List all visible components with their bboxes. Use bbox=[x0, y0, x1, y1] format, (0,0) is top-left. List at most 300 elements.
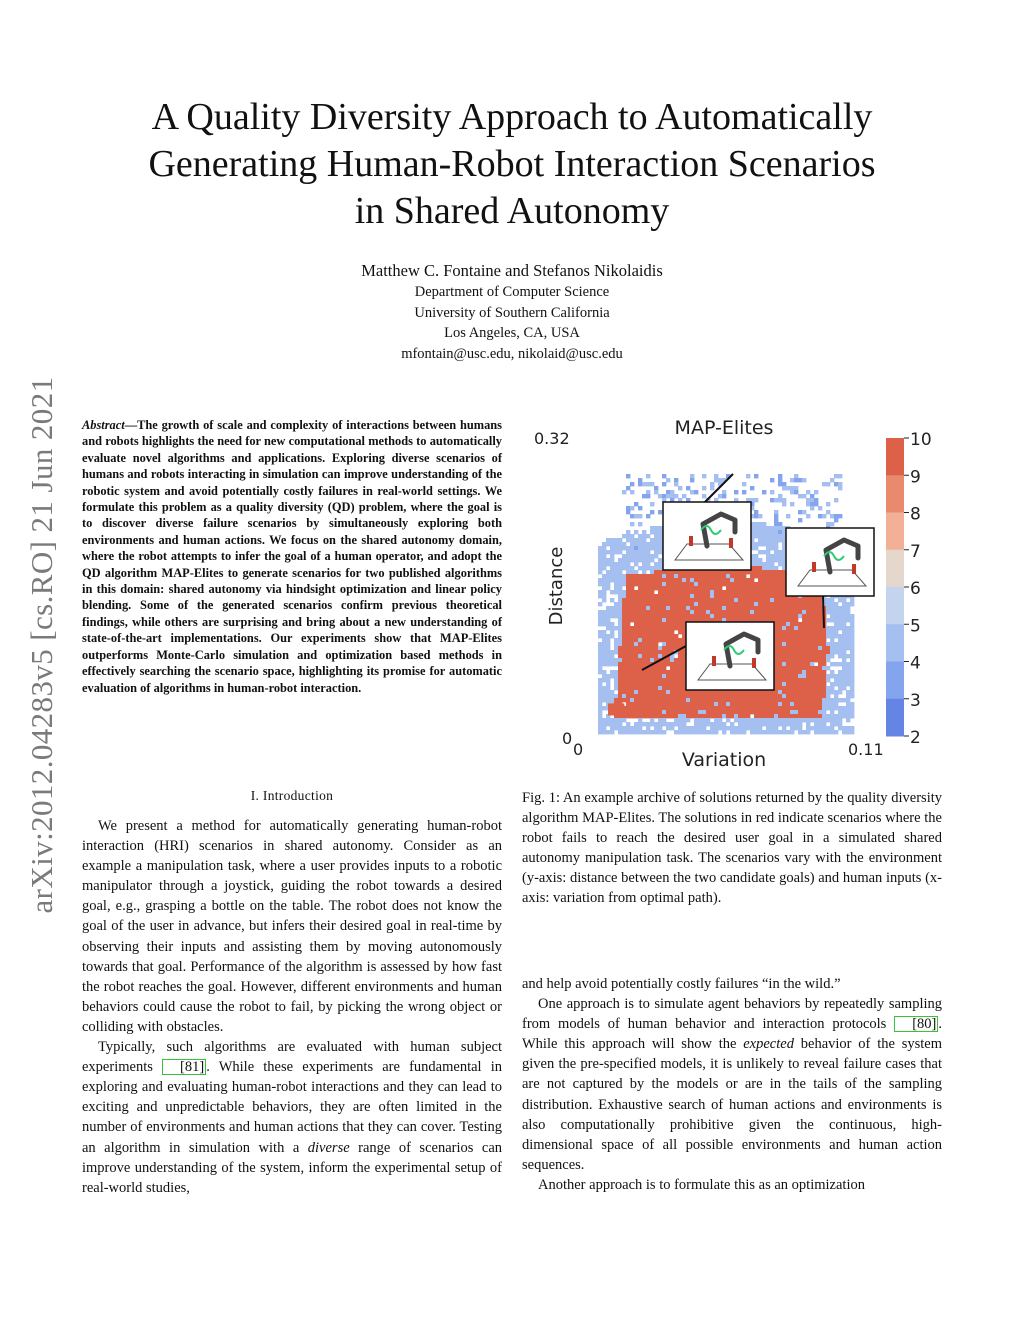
heatmap-cell bbox=[650, 670, 654, 674]
heatmap-cell bbox=[610, 558, 614, 562]
heatmap-cell bbox=[774, 722, 778, 726]
heatmap-cell bbox=[754, 534, 758, 538]
heatmap-cell bbox=[794, 658, 798, 662]
heatmap-cell bbox=[762, 570, 766, 574]
heatmap-cell bbox=[830, 690, 834, 694]
heatmap-cell bbox=[770, 530, 774, 534]
heatmap-cell bbox=[666, 610, 670, 614]
heatmap-cell bbox=[634, 662, 638, 666]
heatmap-cell bbox=[610, 698, 614, 702]
heatmap-cell bbox=[702, 606, 706, 610]
heatmap-cell bbox=[710, 486, 714, 490]
heatmap-cell bbox=[850, 674, 854, 678]
heatmap-cell bbox=[782, 666, 786, 670]
heatmap-cell bbox=[650, 558, 654, 562]
heatmap-cell bbox=[834, 730, 838, 734]
heatmap-cell bbox=[838, 614, 842, 618]
heatmap-cell bbox=[654, 550, 658, 554]
heatmap-cell bbox=[726, 702, 730, 706]
heatmap-cell bbox=[818, 614, 822, 618]
heatmap-cell bbox=[842, 634, 846, 638]
heatmap-cell bbox=[778, 622, 782, 626]
heatmap-cell bbox=[802, 598, 806, 602]
heatmap-cell bbox=[646, 714, 650, 718]
heatmap-cell bbox=[614, 682, 618, 686]
heatmap-cell bbox=[806, 498, 810, 502]
heatmap-cell bbox=[674, 602, 678, 606]
heatmap-cell bbox=[646, 482, 650, 486]
heatmap-cell bbox=[654, 710, 658, 714]
heatmap-cell bbox=[618, 594, 622, 598]
heatmap-cell bbox=[738, 702, 742, 706]
heatmap-cell bbox=[766, 602, 770, 606]
heatmap-cell bbox=[618, 698, 622, 702]
heatmap-cell bbox=[794, 690, 798, 694]
heatmap-cell bbox=[634, 726, 638, 730]
heatmap-cell bbox=[750, 706, 754, 710]
heatmap-cell bbox=[778, 562, 782, 566]
heatmap-cell bbox=[626, 666, 630, 670]
heatmap-cell bbox=[794, 694, 798, 698]
heatmap-cell bbox=[670, 646, 674, 650]
heatmap-cell bbox=[702, 578, 706, 582]
heatmap-cell bbox=[690, 730, 694, 734]
heatmap-cell bbox=[658, 574, 662, 578]
heatmap-cell bbox=[650, 586, 654, 590]
heatmap-cell bbox=[646, 722, 650, 726]
heatmap-cell bbox=[818, 650, 822, 654]
heatmap-cell bbox=[606, 562, 610, 566]
heatmap-cell bbox=[826, 502, 830, 506]
heatmap-cell bbox=[846, 606, 850, 610]
heatmap-cell bbox=[630, 482, 634, 486]
heatmap-cell bbox=[650, 510, 654, 514]
heatmap-cell bbox=[678, 602, 682, 606]
heatmap-cell bbox=[614, 718, 618, 722]
heatmap-cell bbox=[714, 714, 718, 718]
heatmap-cell bbox=[702, 590, 706, 594]
heatmap-cell bbox=[810, 666, 814, 670]
heatmap-cell bbox=[830, 686, 834, 690]
heatmap-cell bbox=[666, 606, 670, 610]
heatmap-cell bbox=[602, 550, 606, 554]
heatmap-cell bbox=[598, 710, 602, 714]
heatmap-cell bbox=[834, 606, 838, 610]
colorbar-segment bbox=[886, 513, 904, 551]
heatmap-cell bbox=[670, 702, 674, 706]
heatmap-cell bbox=[690, 602, 694, 606]
heatmap-cell bbox=[778, 598, 782, 602]
heatmap-cell bbox=[666, 714, 670, 718]
heatmap-cell bbox=[750, 582, 754, 586]
heatmap-cell bbox=[742, 714, 746, 718]
heatmap-cell bbox=[762, 698, 766, 702]
heatmap-cell bbox=[834, 518, 838, 522]
heatmap-cell bbox=[662, 694, 666, 698]
heatmap-cell bbox=[646, 606, 650, 610]
heatmap-cell bbox=[794, 678, 798, 682]
heatmap-cell bbox=[758, 698, 762, 702]
heatmap-cell bbox=[622, 558, 626, 562]
heatmap-cell bbox=[738, 594, 742, 598]
heatmap-cell bbox=[646, 710, 650, 714]
heatmap-cell bbox=[842, 646, 846, 650]
heatmap-cell bbox=[798, 722, 802, 726]
heatmap-cell bbox=[814, 658, 818, 662]
heatmap-cell bbox=[634, 666, 638, 670]
heatmap-cell bbox=[762, 586, 766, 590]
heatmap-cell bbox=[774, 574, 778, 578]
heatmap-cell bbox=[614, 606, 618, 610]
heatmap-cell bbox=[790, 490, 794, 494]
heatmap-cell bbox=[634, 598, 638, 602]
heatmap-cell bbox=[850, 638, 854, 642]
heatmap-cell bbox=[662, 622, 666, 626]
heatmap-cell bbox=[774, 598, 778, 602]
heatmap-cell bbox=[770, 730, 774, 734]
heatmap-cell bbox=[634, 602, 638, 606]
heatmap-cell bbox=[738, 722, 742, 726]
heatmap-cell bbox=[794, 726, 798, 730]
heatmap-cell bbox=[682, 602, 686, 606]
heatmap-cell bbox=[626, 598, 630, 602]
heatmap-cell bbox=[834, 694, 838, 698]
heatmap-cell bbox=[758, 562, 762, 566]
heatmap-cell bbox=[826, 726, 830, 730]
heatmap-cell bbox=[606, 586, 610, 590]
heatmap-cell bbox=[630, 594, 634, 598]
heatmap-cell bbox=[822, 690, 826, 694]
heatmap-cell bbox=[818, 598, 822, 602]
heatmap-cell bbox=[670, 686, 674, 690]
heatmap-cell bbox=[650, 570, 654, 574]
heatmap-cell bbox=[614, 602, 618, 606]
heatmap-cell bbox=[786, 670, 790, 674]
heatmap-cell bbox=[718, 586, 722, 590]
heatmap-cell bbox=[630, 490, 634, 494]
heatmap-cell bbox=[650, 722, 654, 726]
heatmap-cell bbox=[790, 682, 794, 686]
heatmap-cell bbox=[786, 618, 790, 622]
heatmap-cell bbox=[662, 666, 666, 670]
heatmap-cell bbox=[846, 666, 850, 670]
heatmap-cell bbox=[746, 606, 750, 610]
heatmap-cell bbox=[758, 726, 762, 730]
heatmap-cell bbox=[634, 638, 638, 642]
heatmap-cell bbox=[806, 722, 810, 726]
citation-80[interactable]: [80] bbox=[894, 1016, 938, 1032]
heatmap-cell bbox=[782, 690, 786, 694]
heatmap-cell bbox=[782, 718, 786, 722]
title-line-2: Generating Human-Robot Interaction Scenarios bbox=[148, 143, 876, 185]
heatmap-cell bbox=[838, 698, 842, 702]
heatmap-cell bbox=[802, 606, 806, 610]
heatmap-cell bbox=[786, 730, 790, 734]
author-block bbox=[250, 260, 774, 364]
heatmap-cell bbox=[738, 578, 742, 582]
heatmap-cell bbox=[626, 690, 630, 694]
heatmap-cell bbox=[650, 598, 654, 602]
heatmap-cell bbox=[638, 546, 642, 550]
heatmap-cell bbox=[778, 654, 782, 658]
heatmap-cell bbox=[642, 626, 646, 630]
heatmap-cell bbox=[786, 706, 790, 710]
heatmap-cell bbox=[622, 690, 626, 694]
heatmap-cell bbox=[778, 530, 782, 534]
heatmap-cell bbox=[642, 662, 646, 666]
colorbar-tick-label: 7 bbox=[910, 541, 921, 562]
heatmap-cell bbox=[690, 474, 694, 478]
heatmap-cell bbox=[642, 690, 646, 694]
heatmap-cell bbox=[622, 606, 626, 610]
heatmap-cell bbox=[626, 710, 630, 714]
heatmap-cell bbox=[654, 574, 658, 578]
heatmap-cell bbox=[810, 502, 814, 506]
heatmap-cell bbox=[606, 662, 610, 666]
heatmap-cell bbox=[758, 710, 762, 714]
heatmap-cell bbox=[850, 658, 854, 662]
heatmap-cell bbox=[678, 630, 682, 634]
heatmap-cell bbox=[646, 642, 650, 646]
heatmap-cell bbox=[634, 606, 638, 610]
heatmap-cell bbox=[774, 586, 778, 590]
author-names: Matthew C. Fontaine and Stefanos Nikolaidis bbox=[361, 261, 663, 280]
heatmap-cell bbox=[610, 610, 614, 614]
heatmap-cell bbox=[806, 730, 810, 734]
heatmap-cell bbox=[610, 690, 614, 694]
heatmap-cell bbox=[662, 614, 666, 618]
heatmap-cell bbox=[774, 534, 778, 538]
heatmap-cell bbox=[758, 522, 762, 526]
heatmap-cell bbox=[622, 626, 626, 630]
heatmap-cell bbox=[606, 626, 610, 630]
heatmap-cell bbox=[774, 538, 778, 542]
heatmap-cell bbox=[606, 634, 610, 638]
heatmap-cell bbox=[638, 594, 642, 598]
heatmap-cell bbox=[630, 626, 634, 630]
heatmap-cell bbox=[846, 698, 850, 702]
heatmap-cell bbox=[834, 702, 838, 706]
heatmap-cell bbox=[618, 546, 622, 550]
heatmap-cell bbox=[826, 602, 830, 606]
heatmap-cell bbox=[650, 618, 654, 622]
heatmap-cell bbox=[822, 678, 826, 682]
heatmap-cell bbox=[794, 618, 798, 622]
heatmap-cell bbox=[814, 606, 818, 610]
heatmap-cell bbox=[666, 642, 670, 646]
heatmap-cell bbox=[746, 598, 750, 602]
heatmap-cell bbox=[650, 674, 654, 678]
heatmap-cell bbox=[730, 602, 734, 606]
heatmap-cell bbox=[806, 666, 810, 670]
heatmap-cell bbox=[618, 650, 622, 654]
heatmap-cell bbox=[678, 682, 682, 686]
heatmap-cell bbox=[614, 698, 618, 702]
heatmap-cell bbox=[618, 566, 622, 570]
heatmap-cell bbox=[602, 650, 606, 654]
heatmap-cell bbox=[670, 590, 674, 594]
heatmap-cell bbox=[722, 594, 726, 598]
heatmap-cell bbox=[826, 642, 830, 646]
heatmap-cell bbox=[614, 662, 618, 666]
heatmap-cell bbox=[650, 642, 654, 646]
heatmap-cell bbox=[766, 526, 770, 530]
heatmap-cell bbox=[794, 602, 798, 606]
heatmap-cell bbox=[818, 726, 822, 730]
heatmap-cell bbox=[658, 710, 662, 714]
heatmap-cell bbox=[834, 474, 838, 478]
heatmap-cell bbox=[710, 590, 714, 594]
heatmap-cell bbox=[638, 610, 642, 614]
heatmap-cell bbox=[850, 626, 854, 630]
heatmap-cell bbox=[770, 478, 774, 482]
heatmap-cell bbox=[682, 610, 686, 614]
heatmap-cell bbox=[806, 618, 810, 622]
heatmap-cell bbox=[678, 666, 682, 670]
heatmap-cell bbox=[678, 662, 682, 666]
heatmap-cell bbox=[650, 678, 654, 682]
citation-81[interactable]: [81] bbox=[162, 1059, 206, 1075]
heatmap-cell bbox=[742, 722, 746, 726]
heatmap-cell bbox=[670, 698, 674, 702]
heatmap-cell bbox=[786, 606, 790, 610]
heatmap-cell bbox=[790, 714, 794, 718]
heatmap-cell bbox=[714, 718, 718, 722]
heatmap-cell bbox=[774, 546, 778, 550]
heatmap-cell bbox=[806, 602, 810, 606]
heatmap-cell bbox=[602, 642, 606, 646]
heatmap-cell bbox=[650, 582, 654, 586]
heatmap-cell bbox=[758, 722, 762, 726]
heatmap-cell bbox=[614, 678, 618, 682]
heatmap-cell bbox=[670, 706, 674, 710]
colorbar-tick-label: 3 bbox=[910, 690, 921, 711]
heatmap-cell bbox=[746, 714, 750, 718]
heatmap-cell bbox=[674, 698, 678, 702]
heatmap-cell bbox=[822, 710, 826, 714]
heatmap-cell bbox=[634, 570, 638, 574]
heatmap-cell bbox=[798, 610, 802, 614]
right-paragraph-1: One approach is to simulate agent behaviors by repeatedly sampling from models of human behavior and interaction protocols [80] . While this approach will show the expected behavior of the system given the pre-specified models, it is unlikely to reveal failure cases that are not captured by the models or are in the tails of the sampling distribution. Exhaustive search of human actions and environments is also computationally prohibitive given the continuous, high-dimensional space of all possible environments and human action sequences. bbox=[522, 996, 942, 1173]
heatmap-cell bbox=[758, 590, 762, 594]
heatmap-cell bbox=[678, 678, 682, 682]
heatmap-cell bbox=[634, 614, 638, 618]
heatmap-cell bbox=[654, 682, 658, 686]
heatmap-cell bbox=[698, 710, 702, 714]
heatmap-cell bbox=[602, 646, 606, 650]
heatmap-cell bbox=[806, 678, 810, 682]
heatmap-cell bbox=[602, 558, 606, 562]
heatmap-cell bbox=[714, 602, 718, 606]
heatmap-cell bbox=[826, 634, 830, 638]
heatmap-cell bbox=[810, 642, 814, 646]
heatmap-cell bbox=[674, 590, 678, 594]
colorbar-segment bbox=[886, 438, 904, 476]
heatmap-cell bbox=[666, 590, 670, 594]
heatmap-cell bbox=[794, 614, 798, 618]
heatmap-cell bbox=[706, 598, 710, 602]
heatmap-cell bbox=[610, 614, 614, 618]
heatmap-cell bbox=[598, 614, 602, 618]
heatmap-cell bbox=[634, 698, 638, 702]
heatmap-cell bbox=[642, 582, 646, 586]
heatmap-cell bbox=[634, 670, 638, 674]
heatmap-cell bbox=[662, 482, 666, 486]
heatmap-cell bbox=[710, 714, 714, 718]
heatmap-cell bbox=[678, 486, 682, 490]
heatmap-cell bbox=[666, 574, 670, 578]
heatmap-cell bbox=[606, 638, 610, 642]
heatmap-cell bbox=[702, 698, 706, 702]
heatmap-cell bbox=[658, 726, 662, 730]
heatmap-cell bbox=[830, 634, 834, 638]
heatmap-cell bbox=[662, 474, 666, 478]
heatmap-cell bbox=[830, 730, 834, 734]
heatmap-cell bbox=[782, 622, 786, 626]
heatmap-cell bbox=[730, 574, 734, 578]
heatmap-cell bbox=[662, 578, 666, 582]
heatmap-cell bbox=[650, 710, 654, 714]
heatmap-cell bbox=[654, 570, 658, 574]
heatmap-cell bbox=[694, 578, 698, 582]
heatmap-cell bbox=[838, 690, 842, 694]
heatmap-cell bbox=[774, 702, 778, 706]
heatmap-cell bbox=[810, 614, 814, 618]
heatmap-cell bbox=[826, 686, 830, 690]
heatmap-cell bbox=[626, 670, 630, 674]
heatmap-cell bbox=[802, 654, 806, 658]
heatmap-cell bbox=[682, 710, 686, 714]
heatmap-cell bbox=[602, 590, 606, 594]
heatmap-cell bbox=[686, 578, 690, 582]
heatmap-cell bbox=[678, 618, 682, 622]
heatmap-cell bbox=[810, 610, 814, 614]
heatmap-cell bbox=[850, 622, 854, 626]
heatmap-cell bbox=[722, 610, 726, 614]
heatmap-cell bbox=[618, 550, 622, 554]
heatmap-cell bbox=[670, 494, 674, 498]
heatmap-cell bbox=[598, 694, 602, 698]
heatmap-cell bbox=[694, 714, 698, 718]
heatmap-cell bbox=[802, 702, 806, 706]
heatmap-cell bbox=[802, 638, 806, 642]
heatmap-cell bbox=[662, 682, 666, 686]
heatmap-cell bbox=[778, 610, 782, 614]
heatmap-cell bbox=[638, 722, 642, 726]
heatmap-cell bbox=[786, 486, 790, 490]
heatmap-cell bbox=[638, 582, 642, 586]
heatmap-cell bbox=[610, 670, 614, 674]
colorbar-tick-label: 6 bbox=[910, 579, 921, 599]
heatmap-cell bbox=[794, 706, 798, 710]
heatmap-cell bbox=[766, 610, 770, 614]
heatmap-cell bbox=[658, 674, 662, 678]
heatmap-cell bbox=[742, 594, 746, 598]
heatmap-cell bbox=[790, 634, 794, 638]
heatmap-cell bbox=[758, 526, 762, 530]
heatmap-cell bbox=[722, 598, 726, 602]
heatmap-cell bbox=[662, 722, 666, 726]
heatmap-cell bbox=[842, 686, 846, 690]
heatmap-cell bbox=[698, 722, 702, 726]
heatmap-cell bbox=[822, 682, 826, 686]
heatmap-cell bbox=[726, 610, 730, 614]
heatmap-cell bbox=[726, 714, 730, 718]
heatmap-cell bbox=[790, 678, 794, 682]
heatmap-cell bbox=[630, 618, 634, 622]
heatmap-cell bbox=[746, 698, 750, 702]
heatmap-cell bbox=[770, 562, 774, 566]
